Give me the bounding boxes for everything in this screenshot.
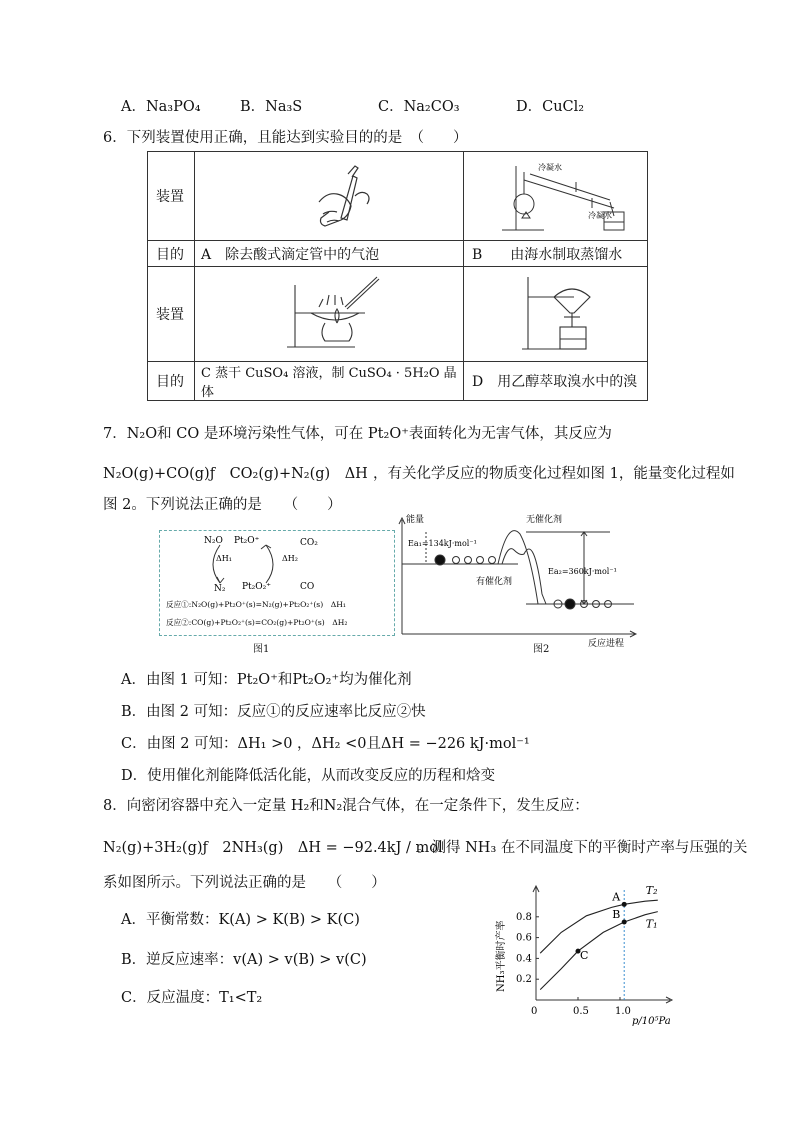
- purpose-d: D 用乙醇萃取溴水中的溴: [464, 362, 648, 401]
- x-axis-label: p/10⁵Pa: [632, 1016, 671, 1027]
- purpose-a: A 除去酸式滴定管中的气泡: [195, 241, 464, 267]
- series-label: T₂: [645, 884, 658, 898]
- co-label: CO: [300, 582, 315, 592]
- ea1-label: Ea₁=134kJ·mol⁻¹: [408, 539, 477, 548]
- n2o-label: N₂O: [204, 536, 223, 546]
- apparatus-a-cell: [195, 152, 464, 241]
- point-label-b: B: [612, 908, 621, 921]
- nh3-yield-chart: [486, 880, 696, 1030]
- series-line-t2: [540, 900, 658, 953]
- q7-option-a: A．由图 1 可知：Pt₂O⁺和Pt₂O₂⁺均为催化剂: [121, 672, 412, 688]
- condenser-label-2: 冷凝水: [588, 211, 612, 220]
- q6-stem: 6．下列装置使用正确，且能达到实验目的的是 （ ）: [103, 130, 468, 146]
- energy-axis-label: 能量: [406, 515, 425, 525]
- row-label-purpose-1: 目的: [148, 241, 195, 267]
- x-tick-label: 0: [531, 1006, 538, 1017]
- distillation-illustration: [464, 152, 647, 236]
- y-tick-label: 0.6: [516, 932, 532, 944]
- reaction-1-text: 反应①:N₂O(g)+Pt₂O⁺(s)=N₂(g)+Pt₂O₂⁺(s) ΔH₁: [166, 600, 346, 609]
- figure-1: [159, 530, 395, 636]
- ea2-label: Ea₂=360kJ·mol⁻¹: [548, 567, 617, 576]
- q7-option-d: D．使用催化剂能降低活化能，从而改变反应的历程和焓变: [121, 768, 496, 784]
- series-label: T₁: [645, 917, 658, 931]
- figure-2-caption: 图2: [533, 644, 550, 655]
- no-catalyst-label: 无催化剂: [526, 515, 563, 525]
- co2-label: CO₂: [300, 538, 318, 548]
- dh2-label: ΔH₂: [282, 554, 298, 563]
- reaction-cycle-diagram: [160, 531, 394, 635]
- x-tick-label: 1.0: [615, 1006, 631, 1017]
- row-label-device: 装置: [148, 152, 195, 241]
- series-line-t1: [540, 912, 658, 990]
- x-tick-label: 0.5: [573, 1006, 589, 1017]
- q8-option-c: C．反应温度：T₁<T₂: [121, 990, 263, 1006]
- apparatus-table: [147, 151, 648, 401]
- dh1-label: ΔH₁: [216, 554, 232, 563]
- condenser-label-1: 冷凝水: [538, 163, 562, 172]
- data-point-a: [622, 902, 627, 907]
- q8-line3: 系如图所示。下列说法正确的是 （ ）: [103, 875, 386, 891]
- evaporation-illustration: [195, 267, 463, 357]
- burette-bubble-illustration: [195, 152, 463, 236]
- energy-profile-diagram: [398, 512, 646, 652]
- apparatus-c-cell: [195, 267, 464, 362]
- y-tick-label: 0.8: [516, 911, 532, 923]
- pt2o2-label: Pt₂O₂⁺: [242, 582, 272, 592]
- point-label-a: A: [612, 890, 621, 904]
- pt2o-label: Pt₂O⁺: [234, 536, 260, 546]
- purpose-c: C 蒸干 CuSO₄ 溶液，制 CuSO₄ · 5H₂O 晶体: [195, 362, 464, 401]
- y-tick-label: 0.2: [516, 974, 532, 986]
- reaction-progress-label: 反应进程: [588, 639, 625, 649]
- q7-option-b: B．由图 2 可知：反应①的反应速率比反应②快: [121, 704, 426, 720]
- point-label-c: C: [580, 949, 589, 963]
- q8-option-b: B．逆反应速率：v(A) > v(B) > v(C): [121, 952, 367, 968]
- reaction-2-text: 反应②:CO(g)+Pt₂O₂⁺(s)=CO₂(g)+Pt₂O⁺(s) ΔH₂: [166, 618, 348, 627]
- q7-line2: ，有关化学反应的物质变化过程如图 1，能量变化过程如: [373, 466, 735, 482]
- purpose-b: B 由海水制取蒸馏水: [464, 241, 648, 267]
- q7-line1: 7．N₂O和 CO 是环境污染性气体，可在 Pt₂O⁺表面转化为无害气体，其反应为: [103, 426, 612, 442]
- q8-option-a: A．平衡常数：K(A) > K(B) > K(C): [121, 912, 360, 928]
- q5-option-c: C．Na₂CO₃: [378, 99, 460, 115]
- q7-line3: 图 2。下列说法正确的是 （ ）: [103, 497, 342, 513]
- separatory-funnel-illustration: [464, 267, 647, 357]
- data-point-b: [622, 920, 627, 925]
- q5-option-b: B．Na₃S: [240, 99, 303, 115]
- q8-line2: 。测得 NH₃ 在不同温度下的平衡时产率与压强的关: [417, 840, 748, 856]
- q5-option-a: A．Na₃PO₄: [121, 99, 201, 115]
- q7-option-c: C．由图 2 可知：ΔH₁ >0 ，ΔH₂ <0且ΔH = −226 kJ·mol⁻¹: [121, 736, 530, 752]
- row-label-purpose-2: 目的: [148, 362, 195, 401]
- q8-equation: N₂(g)+3H₂(g)ƒ 2NH₃(g) ΔH = −92.4kJ / mol: [103, 840, 443, 856]
- n2-label: N₂: [214, 584, 226, 594]
- y-tick-label: 0.4: [516, 953, 532, 965]
- q8-line1: 8．向密闭容器中充入一定量 H₂和N₂混合气体，在一定条件下，发生反应：: [103, 798, 589, 814]
- figure-2: [398, 512, 646, 652]
- q5-option-d: D．CuCl₂: [516, 99, 585, 115]
- q7-equation: N₂O(g)+CO(g)ƒ CO₂(g)+N₂(g) ΔH: [103, 466, 368, 482]
- apparatus-b-cell: [464, 152, 648, 241]
- apparatus-d-cell: [464, 267, 648, 362]
- row-label-device-2: 装置: [148, 267, 195, 362]
- figure-1-caption: 图1: [253, 644, 270, 655]
- y-axis-label: NH₃平衡时产率: [496, 920, 507, 992]
- with-catalyst-label: 有催化剂: [476, 577, 513, 587]
